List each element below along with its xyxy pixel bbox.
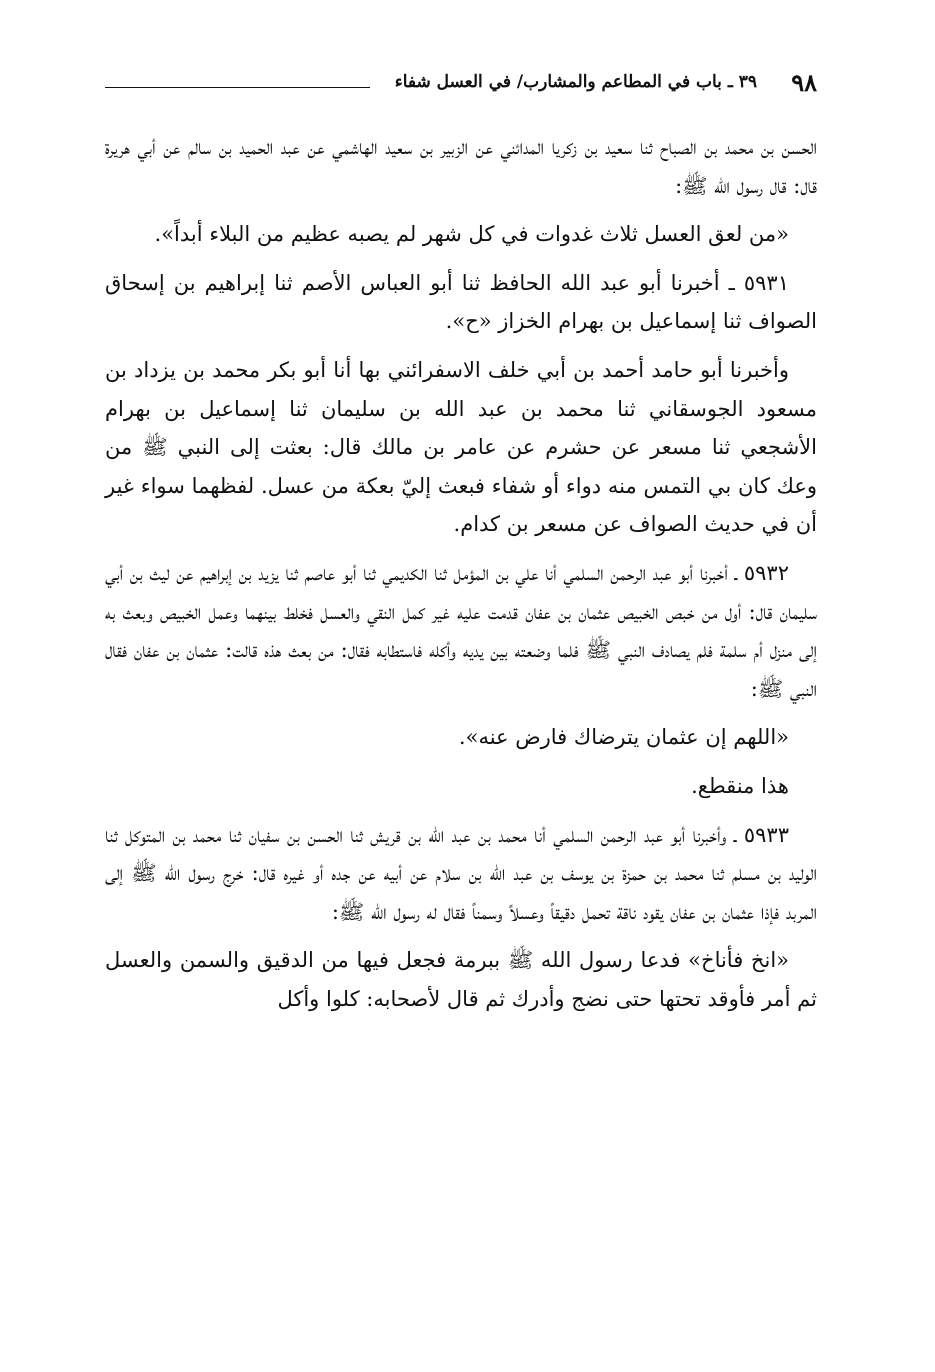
page-body	[105, 128, 817, 1018]
paragraph-hadith-text: «انخ فأناخ» فدعا رسول الله ﷺ ببرمة فجعل فيها من الدقيق والسمن والعسل ثم أمر فأوقد تحتها حتى نضج وأدرك ثم قال لأصحابه: كلوا وأكل	[105, 948, 817, 1011]
paragraph-hadith-5931: ٥٩٣١ ـ أخبرنا أبو عبد الله الحافظ ثنا أبو العباس الأصم ثنا إبراهيم بن إسحاق الصواف ثنا إسماعيل بن بهرام الخزاز «ح».	[105, 270, 817, 334]
page-number: ٩٨	[791, 68, 817, 97]
paragraph-isnad-continuation: الحسن بن محمد بن الصباح ثنا سعيد بن زكريا المدائني عن الزبير بن سعيد الهاشمي عن عبد الحميد بن سالم عن أبي هريرة قال: قال رسول الله ﷺ:	[105, 135, 817, 198]
paragraph-hadith-5933: ٥٩٣٣ ـ وأخبرنا أبو عبد الرحمن السلمي أنا محمد بن عبد الله بن قريش ثنا الحسن بن سفيان ثنا محمد بن المتوكل ثنا الوليد بن مسلم ثنا محمد بن حمزة بن يوسف بن عبد الله بن سلام عن أبيه عن جده أو غيره قال: خرج رسول الله ﷺ إلى المربد فإذا عثمان بن عفان يقود ناقة تحمل دقيقاً وعسلاً وسمناً فقال له رسول الله ﷺ:	[105, 822, 817, 924]
paragraph-hadith-5932: ٥٩٣٢ ـ أخبرنا أبو عبد الرحمن السلمي أنا علي بن المؤمل ثنا الكديمي ثنا أبو عاصم ثنا يزيد بن إبراهيم عن ليث بن أبي سليمان قال: أول من خبص الخبيص عثمان بن عفان قدمت عليه غير كمل النقي والعسل فخلط بينهما وعمل الخبيص وبعث به إلى منزل أم سلمة فلم يصادف النبي ﷺ فلما وضعته بين يديه وأكله فاستطابه فقال: من بعث هذه قالت: عثمان بن عفان فقال النبي ﷺ:	[105, 560, 817, 701]
page-header	[105, 60, 817, 106]
paragraph-second-chain: وأخبرنا أبو حامد أحمد بن أبي خلف الاسفرائني بها أنا أبو بكر محمد بن يزداد بن مسعود الجوسقاني ثنا محمد بن عبد الله بن سليمان ثنا إسماعيل بن بهرام الأشجعي ثنا مسعر عن حشرم عن عامر بن مالك قال: بعثت إلى النبي ﷺ من وعك كان بي التمس منه دواء أو شفاء فبعث إليّ بعكة من عسل. لفظهما سواء غير أن في حديث الصواف عن مسعر بن كدام.	[105, 357, 817, 537]
paragraph-hadith-text: «اللهم إن عثمان يترضاك فارض عنه».	[458, 725, 789, 750]
paragraph-note: هذا منقطع.	[691, 773, 789, 798]
running-title: ٣٩ ـ باب في المطاعم والمشارب/ في العسل شفاء	[394, 72, 757, 92]
paragraph-hadith-text: «من لعق العسل ثلاث غدوات في كل شهر لم يصبه عظيم من البلاء أبداً».	[154, 222, 789, 247]
header-rule	[105, 87, 370, 88]
book-page	[105, 60, 817, 1028]
